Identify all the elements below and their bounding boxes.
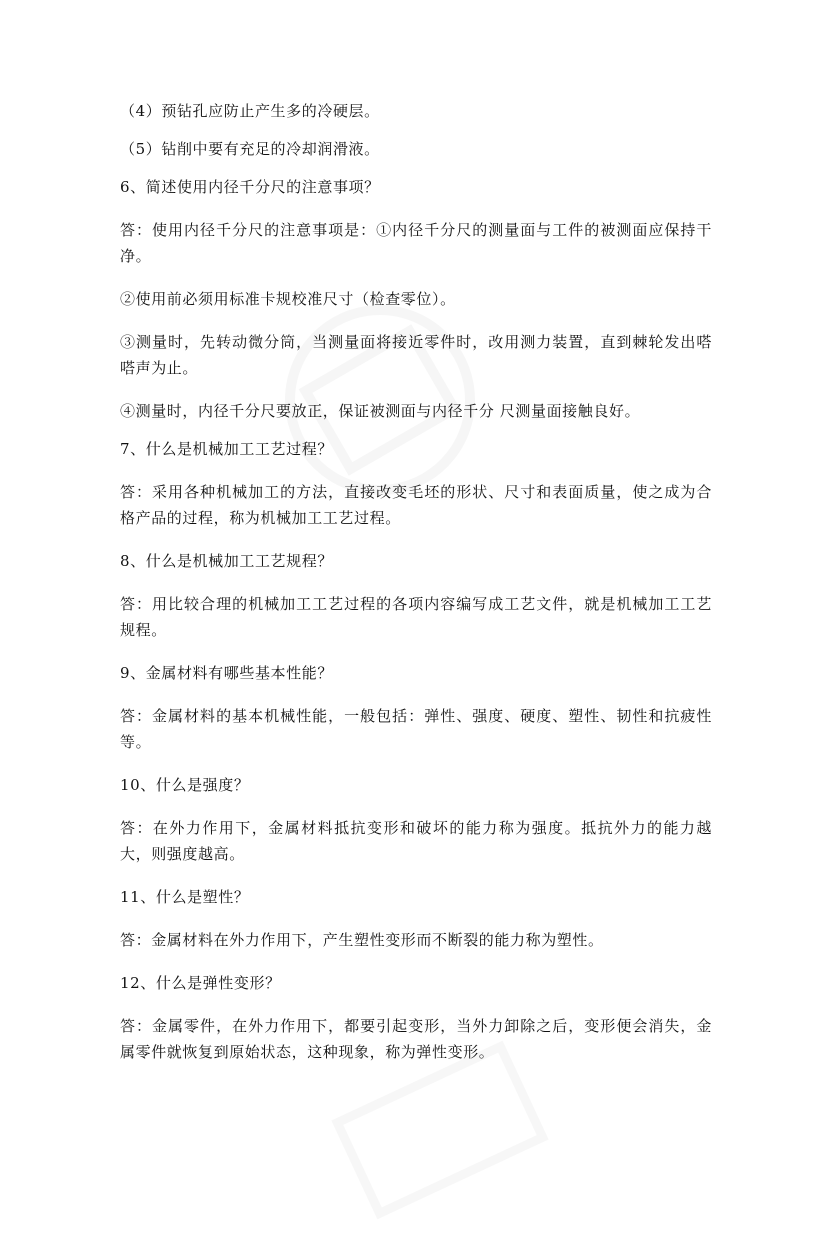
text-line: ②使用前必须用标准卡规校准尺寸（检查零位）。	[120, 290, 456, 308]
question-heading: 8、什么是机械加工工艺规程？	[120, 552, 333, 570]
answer-paragraph: 答：金属材料在外力作用下，产生塑性变形而不断裂的能力称为塑性。	[120, 931, 604, 949]
answer-paragraph: 答：采用各种机械加工的方法，直接改变毛坯的形状、尺寸和表面质量，使之成为合格产品的过程，称为机械加工工艺过程。	[120, 483, 712, 527]
text-line: ③测量时，先转动微分筒，当测量面将接近零件时，改用测力装置，直到棘轮发出嗒嗒声为止。	[120, 333, 712, 377]
document-body	[120, 98, 712, 1065]
question-heading: 7、什么是机械加工工艺过程？	[120, 440, 333, 458]
question-heading: 9、金属材料有哪些基本性能？	[120, 664, 333, 682]
question-heading: 10、什么是强度？	[120, 776, 250, 794]
question-heading: 12、什么是弹性变形？	[120, 974, 281, 992]
answer-paragraph: 答：在外力作用下，金属材料抵抗变形和破坏的能力称为强度。抵抗外力的能力越大，则强度越高。	[120, 819, 712, 863]
answer-paragraph: 答：使用内径千分尺的注意事项是：①内径千分尺的测量面与工件的被测面应保持干净。	[120, 221, 712, 265]
answer-paragraph: 答：金属材料的基本机械性能，一般包括：弹性、强度、硬度、塑性、韧性和抗疲性等。	[120, 707, 712, 751]
text-line: ④测量时，内径千分尺要放正，保证被测面与内径千分 尺测量面接触良好。	[120, 402, 641, 420]
question-heading: 11、什么是塑性？	[120, 888, 250, 906]
answer-paragraph: 答：用比较合理的机械加工工艺过程的各项内容编写成工艺文件，就是机械加工工艺规程。	[120, 595, 712, 639]
text-line: （5）钻削中要有充足的冷却润滑液。	[120, 140, 380, 158]
text-line: （4）预钻孔应防止产生多的冷硬层。	[120, 102, 380, 120]
question-heading: 6、简述使用内径千分尺的注意事项？	[120, 178, 380, 196]
answer-paragraph: 答：金属零件，在外力作用下，都要引起变形，当外力卸除之后，变形便会消失，金属零件就恢复到原始状态，这种现象，称为弹性变形。	[120, 1017, 712, 1061]
